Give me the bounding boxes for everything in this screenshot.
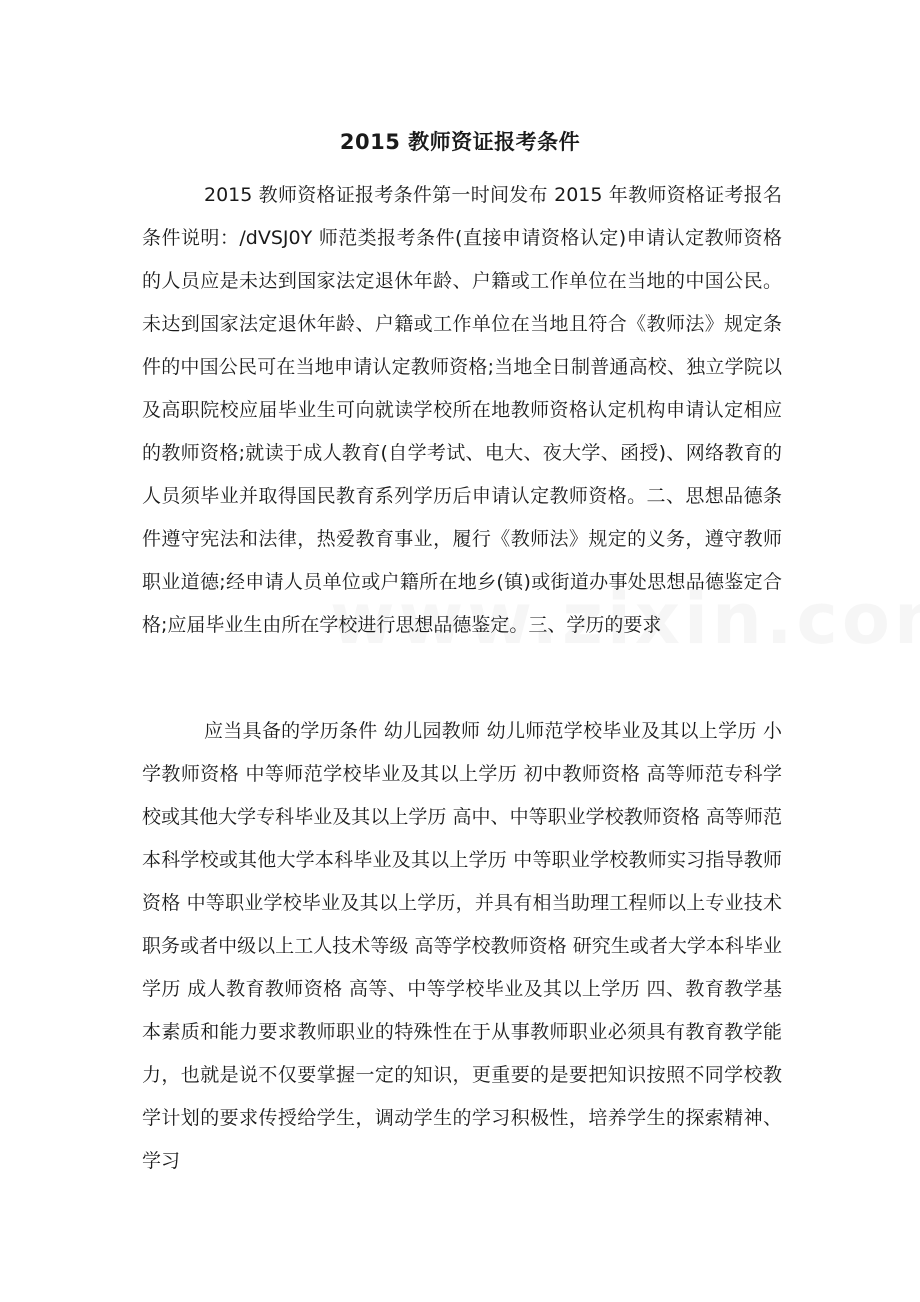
paragraph-1: 2015 教师资格证报考条件第一时间发布 2015 年教师资格证考报名条件说明：/dVSJ0Y 师范类报考条件(直接申请资格认定)申请认定教师资格的人员应是未达到国家法定退休年龄、户籍或工作单位在当地的中国公民。未达到国家法定退休年龄、户籍或工作单位在当地且符合《教师法》规定条件的中国公民可在当地申请认定教师资格;当地全日制普通高校、独立学院以及高职院校应届毕业生可向就读学校所在地教师资格认定机构申请认定相应的教师资格;就读于成人教育(自学考试、电大、夜大学、函授)、网络教育的人员须毕业并取得国民教育系列学历后申请认定教师资格。二、思想品德条件遵守宪法和法律，热爱教育事业，履行《教师法》规定的义务，遵守教师职业道德;经申请人员单位或户籍所在地乡(镇)或街道办事处思想品德鉴定合格;应届毕业生由所在学校进行思想品德鉴定。三、学历的要求 bbox=[142, 184, 782, 636]
document-title: 2015 教师资证报考条件 bbox=[339, 130, 581, 154]
paragraph-2: 应当具备的学历条件 幼儿园教师 幼儿师范学校毕业及其以上学历 小学教师资格 中等师范学校毕业及其以上学历 初中教师资格 高等师范专科学校或其他大学专科毕业及其以上学历 高中、中等职业学校教师资格 高等师范本科学校或其他大学本科毕业及其以上学历 中等职业学校教师实习指导教师资格 中等职业学校毕业及其以上学历，并具有相当助理工程师以上专业技术职务或者中级以上工人技术等级 高等学校教师资格 研究生或者大学本科毕业学历 成人教育教师资格 高等、中等学校毕业及其以上学历 四、教育教学基本素质和能力要求教师职业的特殊性在于从事教师职业必须具有教育教学能力，也就是说不仅要掌握一定的知识，更重要的是要把知识按照不同学校教学计划的要求传授给学生，调动学生的学习积极性，培养学生的探索精神、学习 bbox=[142, 720, 782, 1172]
